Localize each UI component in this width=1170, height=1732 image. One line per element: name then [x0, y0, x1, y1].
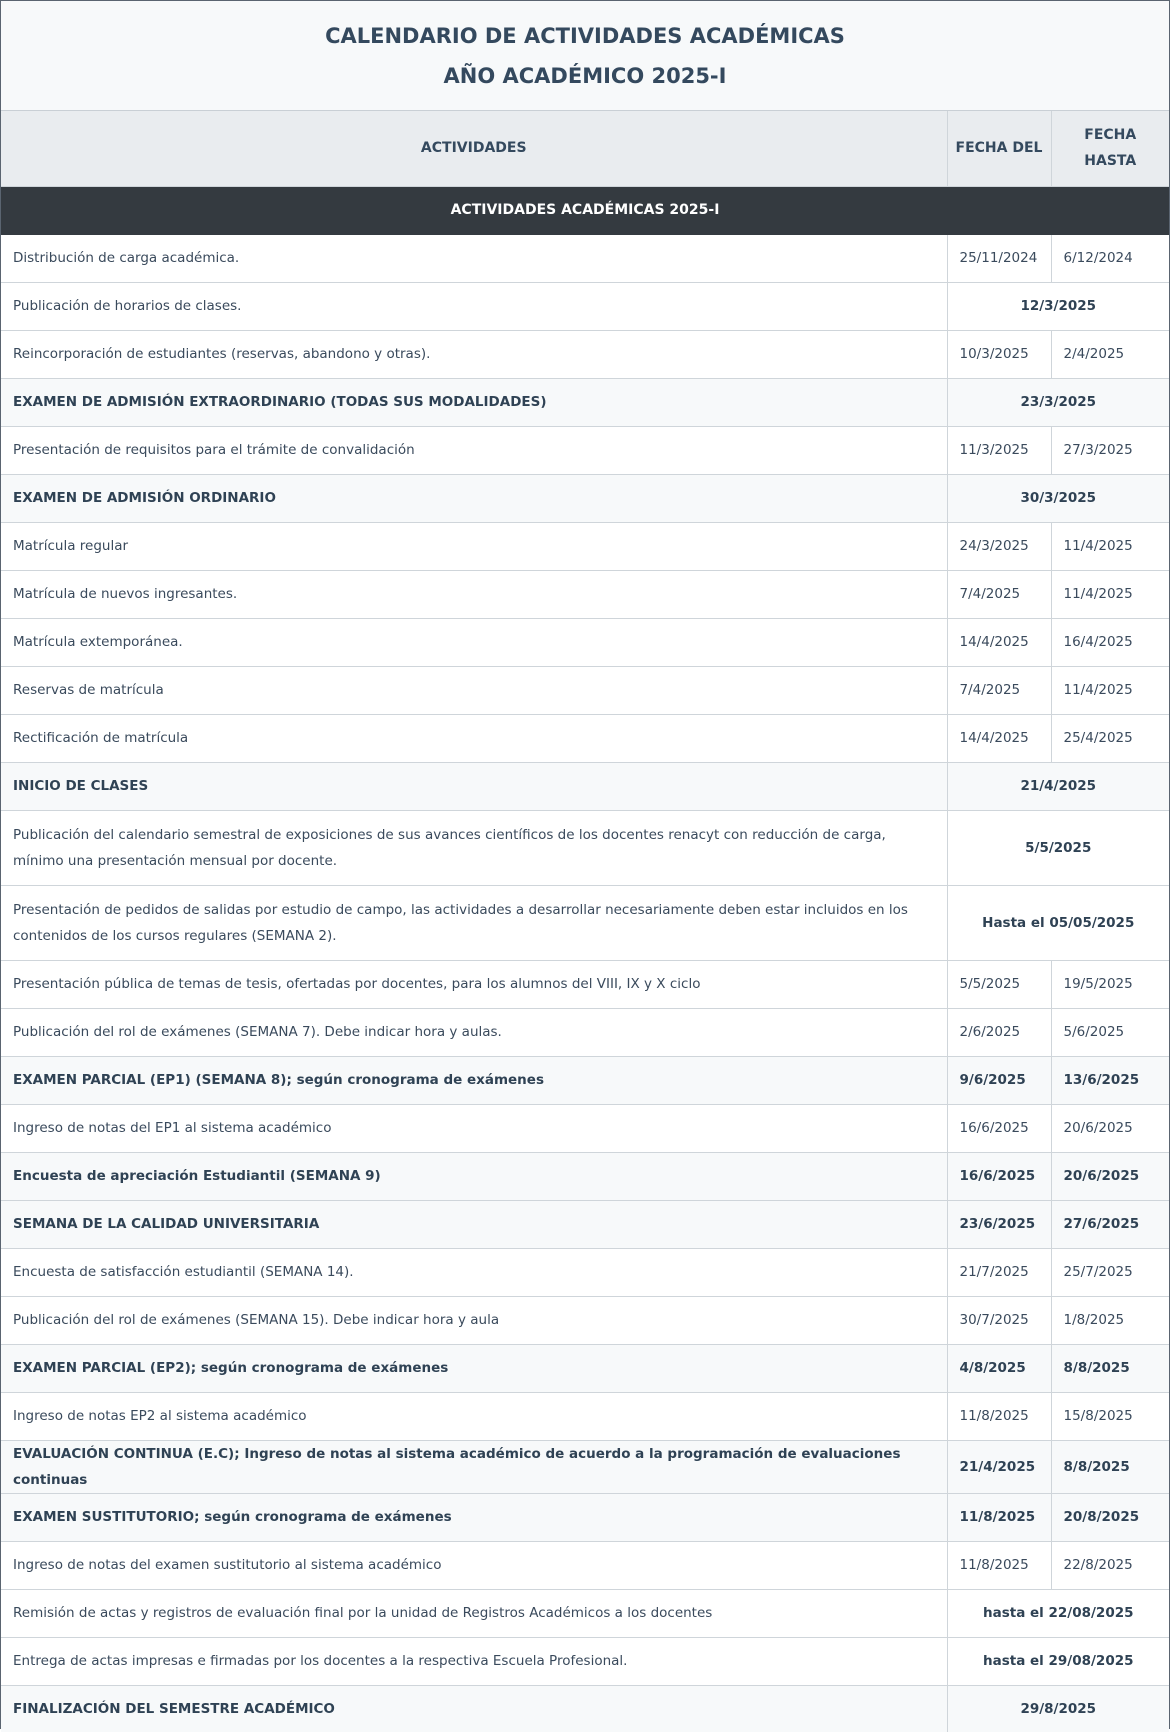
- table-body: [1, 186, 1169, 1732]
- date-to-cell: 20/8/2025: [1051, 1493, 1169, 1541]
- activity-cell: Ingreso de notas del EP1 al sistema académico: [1, 1104, 947, 1152]
- date-to-cell: 8/8/2025: [1051, 1344, 1169, 1392]
- table-row: [1, 885, 1169, 960]
- table-row: [1, 474, 1169, 522]
- date-to-cell: 11/4/2025: [1051, 570, 1169, 618]
- activity-cell: EXAMEN SUSTITUTORIO; según cronograma de exámenes: [1, 1493, 947, 1541]
- activities-table: [1, 111, 1169, 1732]
- activity-cell: Presentación de pedidos de salidas por estudio de campo, las actividades a desarrollar necesariamente deben estar incluidos en los contenidos de los cursos regulares (SEMANA 2).: [1, 885, 947, 960]
- table-row: [1, 1589, 1169, 1637]
- table-row: [1, 618, 1169, 666]
- date-to-cell: 8/8/2025: [1051, 1440, 1169, 1493]
- date-to-cell: 25/7/2025: [1051, 1248, 1169, 1296]
- date-from-cell: 30/7/2025: [947, 1296, 1051, 1344]
- date-from-cell: 24/3/2025: [947, 522, 1051, 570]
- date-cell: Hasta el 05/05/2025: [947, 885, 1169, 960]
- table-row: [1, 1493, 1169, 1541]
- activity-cell: Matrícula regular: [1, 522, 947, 570]
- date-cell: 23/3/2025: [947, 378, 1169, 426]
- activity-cell: Reincorporación de estudiantes (reservas, abandono y otras).: [1, 330, 947, 378]
- table-header-row: [1, 111, 1169, 186]
- date-cell: 29/8/2025: [947, 1685, 1169, 1732]
- activity-cell: FINALIZACIÓN DEL SEMESTRE ACADÉMICO: [1, 1685, 947, 1732]
- column-header-to-line1: FECHA: [1084, 127, 1137, 144]
- activity-cell: Reservas de matrícula: [1, 666, 947, 714]
- table-row: [1, 1685, 1169, 1732]
- date-to-cell: 20/6/2025: [1051, 1104, 1169, 1152]
- activity-cell: EVALUACIÓN CONTINUA (E.C); Ingreso de notas al sistema académico de acuerdo a la programación de evaluaciones continuas: [1, 1440, 947, 1493]
- table-row: [1, 1056, 1169, 1104]
- column-header-activities: ACTIVIDADES: [1, 111, 947, 186]
- date-cell: hasta el 29/08/2025: [947, 1637, 1169, 1685]
- date-to-cell: 2/4/2025: [1051, 330, 1169, 378]
- date-from-cell: 16/6/2025: [947, 1104, 1051, 1152]
- activity-cell: EXAMEN PARCIAL (EP2); según cronograma de exámenes: [1, 1344, 947, 1392]
- table-row: [1, 1008, 1169, 1056]
- table-row: [1, 1392, 1169, 1440]
- date-cell: hasta el 22/08/2025: [947, 1589, 1169, 1637]
- date-to-cell: 25/4/2025: [1051, 714, 1169, 762]
- activity-cell: Rectificación de matrícula: [1, 714, 947, 762]
- date-from-cell: 11/3/2025: [947, 426, 1051, 474]
- table-row: [1, 234, 1169, 282]
- table-row: [1, 1541, 1169, 1589]
- date-to-cell: 27/3/2025: [1051, 426, 1169, 474]
- table-row: [1, 762, 1169, 810]
- date-from-cell: 21/7/2025: [947, 1248, 1051, 1296]
- date-from-cell: 11/8/2025: [947, 1493, 1051, 1541]
- column-header-from: FECHA DEL: [947, 111, 1051, 186]
- section-row: [1, 186, 1169, 234]
- section-title: ACTIVIDADES ACADÉMICAS 2025-I: [1, 186, 1169, 234]
- date-to-cell: 6/12/2024: [1051, 234, 1169, 282]
- title-block: [1, 1, 1169, 111]
- table-row: [1, 666, 1169, 714]
- activity-cell: Entrega de actas impresas e firmadas por los docentes a la respectiva Escuela Profesional.: [1, 1637, 947, 1685]
- activity-cell: Distribución de carga académica.: [1, 234, 947, 282]
- date-to-cell: 27/6/2025: [1051, 1200, 1169, 1248]
- date-from-cell: 7/4/2025: [947, 666, 1051, 714]
- activity-cell: Publicación del rol de exámenes (SEMANA 15). Debe indicar hora y aula: [1, 1296, 947, 1344]
- activity-cell: Encuesta de apreciación Estudiantil (SEMANA 9): [1, 1152, 947, 1200]
- activity-cell: Presentación pública de temas de tesis, ofertadas por docentes, para los alumnos del VIII, IX y X ciclo: [1, 960, 947, 1008]
- date-to-cell: 13/6/2025: [1051, 1056, 1169, 1104]
- table-row: [1, 1440, 1169, 1493]
- table-row: [1, 1152, 1169, 1200]
- date-to-cell: 11/4/2025: [1051, 666, 1169, 714]
- table-row: [1, 1296, 1169, 1344]
- date-from-cell: 7/4/2025: [947, 570, 1051, 618]
- activity-cell: Matrícula de nuevos ingresantes.: [1, 570, 947, 618]
- date-from-cell: 5/5/2025: [947, 960, 1051, 1008]
- page-title: CALENDARIO DE ACTIVIDADES ACADÉMICAS: [325, 23, 845, 48]
- date-from-cell: 25/11/2024: [947, 234, 1051, 282]
- date-from-cell: 4/8/2025: [947, 1344, 1051, 1392]
- date-cell: 5/5/2025: [947, 810, 1169, 885]
- date-to-cell: 16/4/2025: [1051, 618, 1169, 666]
- table-row: [1, 282, 1169, 330]
- activity-cell: Matrícula extemporánea.: [1, 618, 947, 666]
- activity-cell: Remisión de actas y registros de evaluación final por la unidad de Registros Académicos a los docentes: [1, 1589, 947, 1637]
- table-row: [1, 378, 1169, 426]
- date-from-cell: 14/4/2025: [947, 714, 1051, 762]
- activity-cell: EXAMEN DE ADMISIÓN EXTRAORDINARIO (TODAS SUS MODALIDADES): [1, 378, 947, 426]
- date-to-cell: 5/6/2025: [1051, 1008, 1169, 1056]
- table-row: [1, 570, 1169, 618]
- date-to-cell: 20/6/2025: [1051, 1152, 1169, 1200]
- date-from-cell: 11/8/2025: [947, 1392, 1051, 1440]
- column-header-to: [1051, 111, 1169, 186]
- activity-cell: SEMANA DE LA CALIDAD UNIVERSITARIA: [1, 1200, 947, 1248]
- date-from-cell: 10/3/2025: [947, 330, 1051, 378]
- table-row: [1, 426, 1169, 474]
- date-cell: 21/4/2025: [947, 762, 1169, 810]
- date-to-cell: 15/8/2025: [1051, 1392, 1169, 1440]
- date-to-cell: 22/8/2025: [1051, 1541, 1169, 1589]
- activity-cell: Ingreso de notas EP2 al sistema académico: [1, 1392, 947, 1440]
- date-from-cell: 16/6/2025: [947, 1152, 1051, 1200]
- activity-cell: INICIO DE CLASES: [1, 762, 947, 810]
- table-row: [1, 522, 1169, 570]
- date-from-cell: 11/8/2025: [947, 1541, 1051, 1589]
- activity-cell: Publicación de horarios de clases.: [1, 282, 947, 330]
- column-header-to-line2: HASTA: [1084, 153, 1137, 170]
- table-row: [1, 330, 1169, 378]
- table-row: [1, 1248, 1169, 1296]
- table-row: [1, 1637, 1169, 1685]
- date-cell: 12/3/2025: [947, 282, 1169, 330]
- date-cell: 30/3/2025: [947, 474, 1169, 522]
- date-to-cell: 1/8/2025: [1051, 1296, 1169, 1344]
- date-from-cell: 21/4/2025: [947, 1440, 1051, 1493]
- page-subtitle: AÑO ACADÉMICO 2025-I: [443, 63, 727, 88]
- activity-cell: EXAMEN DE ADMISIÓN ORDINARIO: [1, 474, 947, 522]
- activity-cell: Ingreso de notas del examen sustitutorio al sistema académico: [1, 1541, 947, 1589]
- activity-cell: EXAMEN PARCIAL (EP1) (SEMANA 8); según cronograma de exámenes: [1, 1056, 947, 1104]
- activity-cell: Publicación del calendario semestral de exposiciones de sus avances científicos de los docentes renacyt con reducción de carga, mínimo una presentación mensual por docente.: [1, 810, 947, 885]
- table-row: [1, 714, 1169, 762]
- date-to-cell: 11/4/2025: [1051, 522, 1169, 570]
- date-from-cell: 9/6/2025: [947, 1056, 1051, 1104]
- date-from-cell: 23/6/2025: [947, 1200, 1051, 1248]
- table-row: [1, 810, 1169, 885]
- table-row: [1, 960, 1169, 1008]
- activity-cell: Publicación del rol de exámenes (SEMANA 7). Debe indicar hora y aulas.: [1, 1008, 947, 1056]
- date-to-cell: 19/5/2025: [1051, 960, 1169, 1008]
- activity-cell: Encuesta de satisfacción estudiantil (SEMANA 14).: [1, 1248, 947, 1296]
- date-from-cell: 14/4/2025: [947, 618, 1051, 666]
- date-from-cell: 2/6/2025: [947, 1008, 1051, 1056]
- table-row: [1, 1200, 1169, 1248]
- activity-cell: Presentación de requisitos para el trámite de convalidación: [1, 426, 947, 474]
- table-row: [1, 1344, 1169, 1392]
- table-row: [1, 1104, 1169, 1152]
